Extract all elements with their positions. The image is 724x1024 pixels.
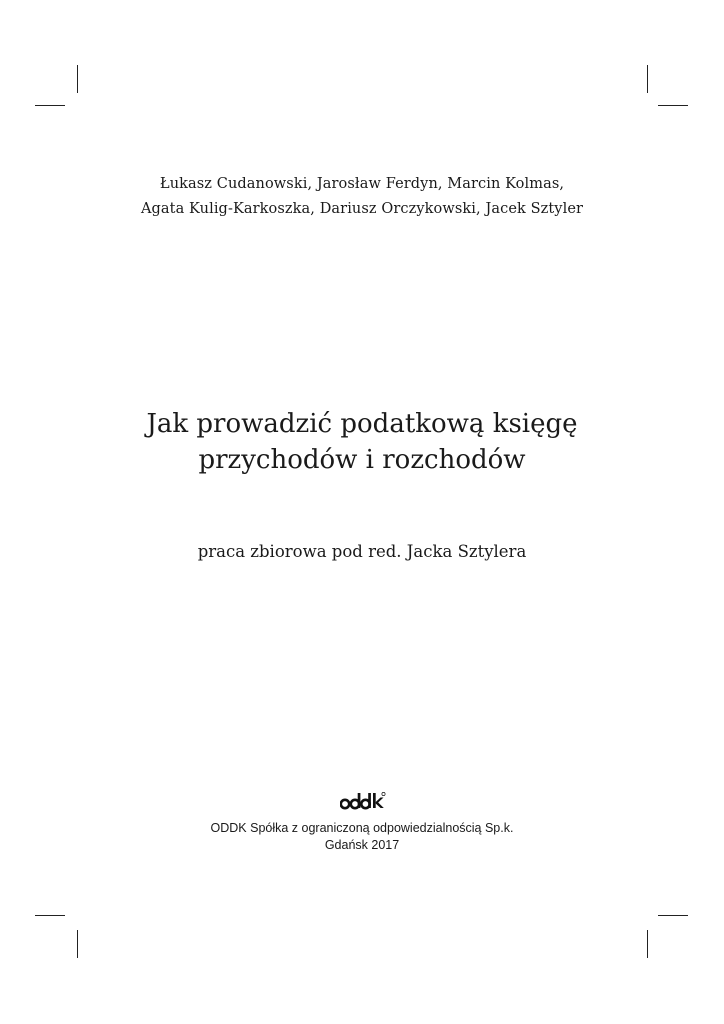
- author-list: [0, 172, 724, 222]
- publisher-info: [0, 820, 724, 854]
- crop-mark-top-left-vertical: [77, 65, 78, 93]
- book-title-line-1: Jak prowadzić podatkową księgę: [146, 409, 578, 439]
- book-title-line-2: przychodów i rozchodów: [198, 445, 526, 475]
- book-subtitle: praca zbiorowa pod red. Jacka Sztylera: [197, 542, 527, 561]
- crop-mark-top-left-horizontal: [35, 105, 65, 106]
- book-title: [0, 406, 724, 478]
- crop-mark-bottom-left-horizontal: [35, 915, 65, 916]
- author-line-1: Łukasz Cudanowski, Jarosław Ferdyn, Marcin Kolmas,: [159, 176, 565, 192]
- crop-mark-bottom-right-horizontal: [658, 915, 688, 916]
- crop-mark-top-right-vertical: [647, 65, 648, 93]
- crop-mark-top-right-horizontal: [658, 105, 688, 106]
- author-line-2: Agata Kulig-Karkoszka, Dariusz Orczykowski, Jacek Sztyler: [140, 201, 584, 217]
- crop-mark-bottom-right-vertical: [647, 930, 648, 958]
- publisher-name: ODDK Spółka z ograniczoną odpowiedzialnością Sp.k.: [210, 821, 514, 835]
- crop-mark-bottom-left-vertical: [77, 930, 78, 958]
- oddk-logo-icon: [340, 788, 386, 812]
- publisher-place-year: Gdańsk 2017: [324, 838, 400, 852]
